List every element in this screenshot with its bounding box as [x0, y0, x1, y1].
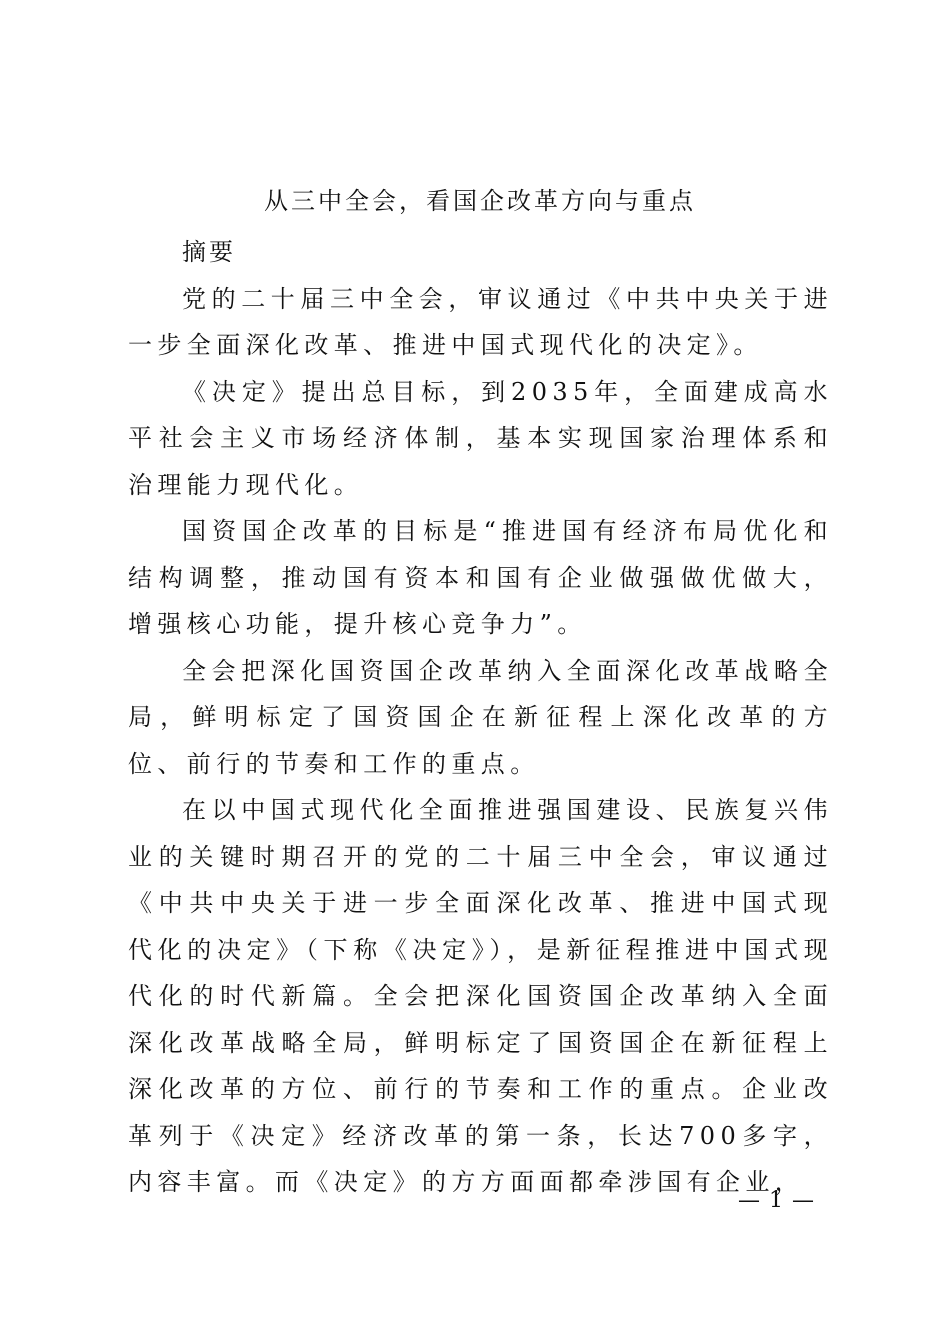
paragraph-5: 在以中国式现代化全面推进强国建设、民族复兴伟业的关键时期召开的党的二十届三中全会，审议通过《中共中央关于进一步全面深化改革、推进中国式现代化的决定》（下称《决定》），是新征程推进中国式现代化的时代新篇。全会把深化国资国企改革纳入全面深化改革战略全局，鲜明标定了国资国企在新征程上深化改革的方位、前行的节奏和工作的重点。企业改革列于《决定》经济改革的第一条，长达700多字，内容丰富。而《决定》的方方面面都牵涉国有企业，: [128, 796, 833, 1196]
document-body: [128, 229, 833, 1206]
paragraph-3: 国资国企改革的目标是“推进国有经济布局优化和结构调整，推动国有资本和国有企业做强做优做大，增强核心功能，提升核心竞争力”。: [128, 517, 833, 638]
document-title: 从三中全会，看国企改革方向与重点: [264, 187, 696, 215]
paragraph-2: 《决定》提出总目标，到2035年，全面建成高水平社会主义市场经济体制，基本实现国家治理体系和治理能力现代化。: [128, 377, 833, 499]
paragraph-1: 党的二十届三中全会，审议通过《中共中央关于进一步全面深化改革、推进中国式现代化的决定》。: [128, 284, 833, 359]
paragraph-4: 全会把深化国资国企改革纳入全面深化改革战略全局，鲜明标定了国资国企在新征程上深化改革的方位、前行的节奏和工作的重点。: [128, 656, 833, 778]
page-number: — 1 —: [738, 1188, 815, 1213]
abstract-heading: 摘要: [182, 238, 236, 266]
